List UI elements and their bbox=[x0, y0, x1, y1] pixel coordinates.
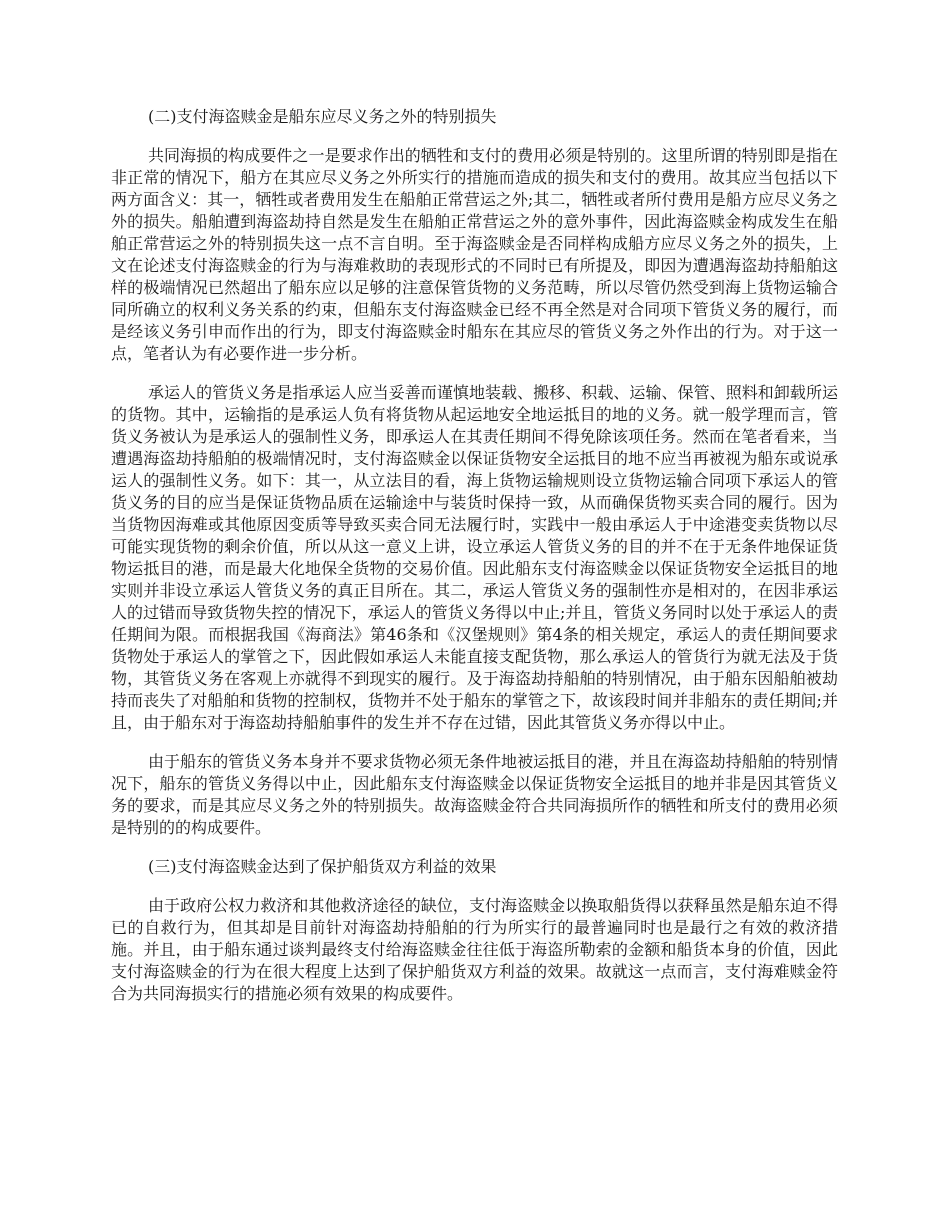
paragraph-conclusion-special: 由于船东的管货义务本身并不要求货物必须无条件地被运抵目的港，并且在海盗劫持船舶的特别情况下，船东的管货义务得以中止，因此船东支付海盗赎金以保证货物安全运抵目的地并非是因其管货义务的要求，而是其应尽义务之外的特别损失。故海盗赎金符合共同海损所作的牺牲和所支付的费用必须是特别的的构成要件。 bbox=[111, 752, 838, 837]
document-page bbox=[111, 106, 838, 1022]
paragraph-special-loss: 共同海损的构成要件之一是要求作出的牺牲和支付的费用必须是特别的。这里所谓的特别即是指在非正常的情况下，船方在其应尽义务之外所实行的措施而造成的损失和支付的费用。故其应当包括以下两方面含义：其一，牺牲或者费用发生在船舶正常营运之外;其二，牺牲或者所付费用是船方应尽义务之外的损失。船舶遭到海盗劫持自然是发生在船舶正常营运之外的意外事件，因此海盗赎金构成发生在船舶正常营运之外的特别损失这一点不言自明。至于海盗赎金是否同样构成船方应尽义务之外的损失，上文在论述支付海盗赎金的行为与海难救助的表现形式的不同时已有所提及，即因为遭遇海盗劫持船舶这样的极端情况已然超出了船东应以足够的注意保管货物的义务范畴，所以尽管仍然受到海上货物运输合同所确立的权利义务关系的约束，但船东支付海盗赎金已经不再全然是对合同项下管货义务的履行，而是经该义务引申而作出的行为，即支付海盗赎金时船东在其应尽的管货义务之外作出的行为。对于这一点，笔者认为有必要作进一步分析。 bbox=[111, 146, 838, 363]
paragraph-custody-duty: 承运人的管货义务是指承运人应当妥善而谨慎地装载、搬移、积载、运输、保管、照料和卸载所运的货物。其中，运输指的是承运人负有将货物从起运地安全地运抵目的地的义务。就一般学理而言，管货义务被认为是承运人的强制性义务，即承运人在其责任期间不得免除该项任务。然而在笔者看来，当遭遇海盗劫持船舶的极端情况时，支付海盗赎金以保证货物安全运抵目的地不应当再被视为船东或说承运人的强制性义务。如下：其一，从立法目的看，海上货物运输规则设立货物运输合同项下承运人的管货义务的目的应当是保证货物品质在运输途中与装货时保持一致，从而确保货物买卖合同的履行。因为当货物因海难或其他原因变质等导致买卖合同无法履行时，实践中一般由承运人于中途港变卖货物以尽可能实现货物的剩余价值，所以从这一意义上讲，设立承运人管货义务的目的并不在于无条件地保证货物运抵目的港，而是最大化地保全货物的交易价值。因此船东支付海盗赎金以保证货物安全运抵目的地实则并非设立承运人管货义务的真正目所在。其二，承运人管货义务的强制性亦是相对的，在因非承运人的过错而导致货物失控的情况下，承运人的管货义务得以中止;并且，管货义务同时以处于承运人的责任期间为限。而根据我国《海商法》第46条和《汉堡规则》第4条的相关规定，承运人的责任期间要求货物处于承运人的掌管之下，因此假如承运人未能直接支配货物，那么承运人的管货行为就无法及于货物，其管货义务在客观上亦就得不到现实的履行。及于海盗劫持船舶的特别情况，由于船东因船舶被劫持而丧失了对船舶和货物的控制权，货物并不处于船东的掌管之下，故该段时间并非船东的责任期间;并且，由于船东对于海盗劫持船舶事件的发生并不存在过错，因此其管货义务亦得以中止。 bbox=[111, 383, 838, 732]
paragraph-effect: 由于政府公权力救济和其他救济途径的缺位，支付海盗赎金以换取船货得以获释虽然是船东迫不得已的自救行为，但其却是目前针对海盗劫持船舶的行为所实行的最普遍同时也是最行之有效的救济措施。并且，由于船东通过谈判最终支付给海盗赎金往往低于海盗所勒索的金额和船货本身的价值，因此支付海盗赎金的行为在很大程度上达到了保护船货双方利益的效果。故就这一点而言，支付海难赎金符合为共同海损实行的措施必须有效果的构成要件。 bbox=[111, 896, 838, 1003]
section-heading-3: (三)支付海盗赎金达到了保护船货双方利益的效果 bbox=[148, 857, 497, 876]
section-heading-2: (二)支付海盗赎金是船东应尽义务之外的特别损失 bbox=[148, 107, 497, 126]
